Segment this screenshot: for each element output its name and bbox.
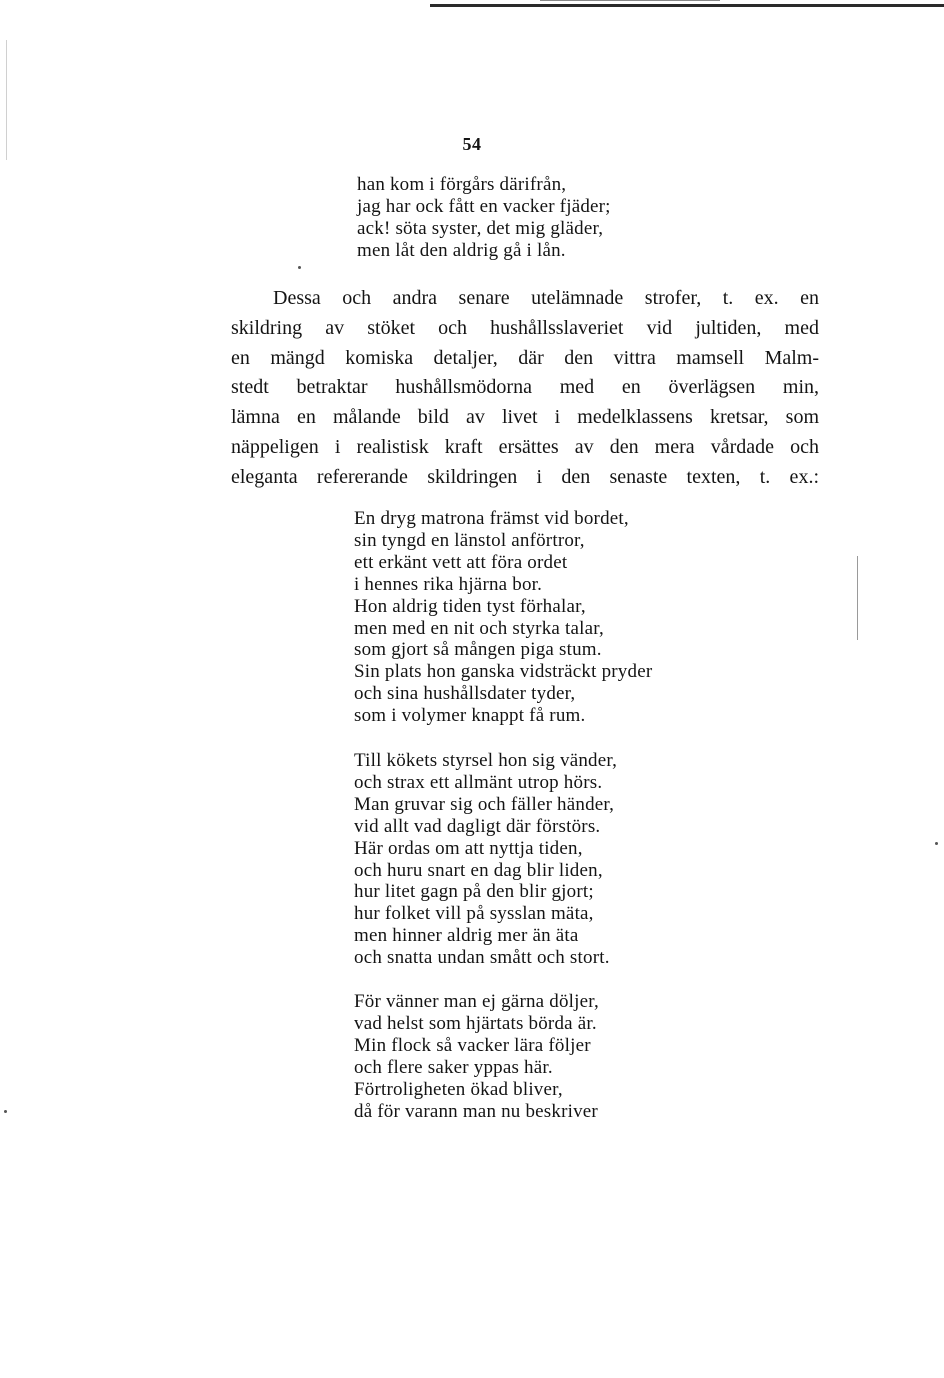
page-number: 54 bbox=[462, 134, 482, 154]
verse-line: han kom i förgårs därifrån, bbox=[357, 174, 567, 195]
prose-line: lämna en målande bild av livet i medelklassens kretsar, som bbox=[231, 406, 819, 429]
stanza-line: En dryg matrona främst vid bordet, bbox=[354, 508, 629, 529]
scan-artifact-line bbox=[857, 556, 858, 640]
verse-line: ack! söta syster, det mig gläder, bbox=[357, 218, 604, 239]
stanza-line: och huru snart en dag blir liden, bbox=[354, 859, 603, 881]
stanza-line: Förtroligheten ökad bliver, bbox=[354, 1078, 563, 1100]
stanza-line: och sina hushållsdater tyder, bbox=[354, 683, 576, 705]
stanza-line: Man gruvar sig och fäller händer, bbox=[354, 793, 615, 815]
stanza-line: För vänner man ej gärna döljer, bbox=[354, 991, 599, 1012]
stanza-line: Till kökets styrsel hon sig vänder, bbox=[354, 750, 618, 771]
stanza-line: men hinner aldrig mer än äta bbox=[354, 925, 579, 947]
stanza-3 bbox=[354, 991, 599, 1122]
prose-line: stedt betraktar hushållsmödorna med en överlägsen min, bbox=[231, 376, 819, 399]
verse-intro bbox=[357, 174, 611, 262]
top-edge-thin-rule bbox=[540, 0, 720, 1]
stanza-line: men med en nit och styrka talar, bbox=[354, 617, 604, 639]
stanza-line: som gjort så mången piga stum. bbox=[354, 639, 602, 661]
top-edge-rule bbox=[430, 4, 944, 7]
stanza-1 bbox=[354, 508, 652, 727]
prose-line: en mängd komiska detaljer, där den vittra mamsell Malm- bbox=[231, 346, 819, 369]
verse-line: men låt den aldrig gå i lån. bbox=[357, 240, 566, 261]
scan-speck bbox=[935, 842, 938, 845]
stanza-line: Min flock så vacker lära följer bbox=[354, 1034, 591, 1056]
stanza-line: i hennes rika hjärna bor. bbox=[354, 573, 543, 595]
scan-speck bbox=[298, 266, 301, 269]
prose-line: skildring av stöket och hushållsslaveriet vid jultiden, med bbox=[231, 316, 819, 339]
stanza-line: och strax ett allmänt utrop hörs. bbox=[354, 771, 603, 793]
stanza-line: då för varann man nu beskriver bbox=[354, 1100, 598, 1122]
stanza-line: sin tyngd en länstol anförtror, bbox=[354, 529, 585, 551]
prose-line: Dessa och andra senare utelämnade strofer, t. ex. en bbox=[273, 287, 819, 309]
stanza-line: Sin plats hon ganska vidsträckt pryder bbox=[354, 661, 653, 683]
stanza-line: hur litet gagn på den blir gjort; bbox=[354, 881, 594, 903]
stanza-line: och snatta undan smått och stort. bbox=[354, 947, 610, 969]
prose-line: eleganta refererande skildringen i den senaste texten, t. ex.: bbox=[231, 465, 819, 488]
stanza-line: vad helst som hjärtats börda är. bbox=[354, 1012, 597, 1034]
stanza-line: ett erkänt vett att föra ordet bbox=[354, 551, 568, 573]
scan-speck bbox=[4, 1110, 7, 1113]
stanza-line: som i volymer knappt få rum. bbox=[354, 705, 586, 727]
stanza-line: Här ordas om att nyttja tiden, bbox=[354, 837, 583, 859]
prose-paragraph bbox=[231, 284, 819, 493]
stanza-line: och flere saker yppas här. bbox=[354, 1056, 553, 1078]
stanza-line: Hon aldrig tiden tyst förhalar, bbox=[354, 595, 586, 617]
stanza-line: hur folket vill på sysslan mäta, bbox=[354, 903, 594, 925]
stanza-line: vid allt vad dagligt där förstörs. bbox=[354, 815, 601, 837]
verse-line: jag har ock fått en vacker fjäder; bbox=[357, 196, 611, 217]
stanza-2 bbox=[354, 750, 617, 969]
prose-line: näppeligen i realistisk kraft ersättes av den mera vårdade och bbox=[231, 435, 819, 458]
